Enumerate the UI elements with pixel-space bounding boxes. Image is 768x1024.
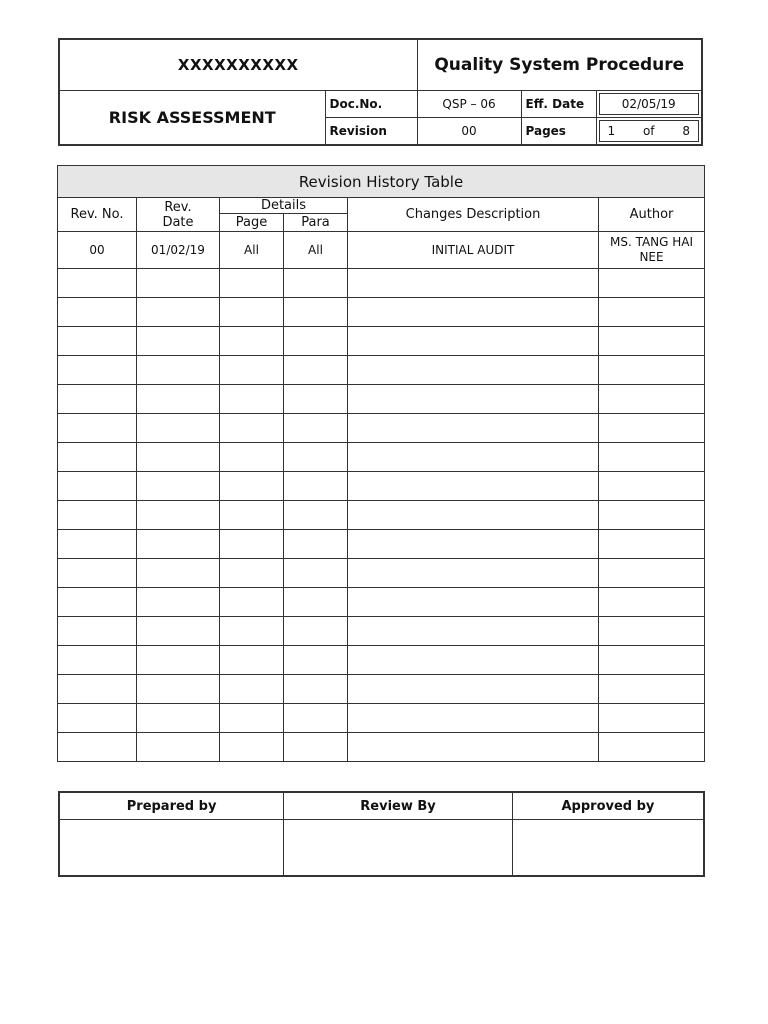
empty-cell[interactable]: [220, 472, 284, 501]
empty-cell[interactable]: [284, 385, 348, 414]
empty-cell[interactable]: [58, 327, 137, 356]
col-author: Author: [599, 198, 705, 232]
empty-cell[interactable]: [137, 675, 220, 704]
empty-cell[interactable]: [599, 472, 705, 501]
empty-cell[interactable]: [58, 356, 137, 385]
empty-cell[interactable]: [284, 588, 348, 617]
empty-cell[interactable]: [599, 559, 705, 588]
revision-table-title: Revision History Table: [58, 166, 705, 198]
empty-cell[interactable]: [137, 646, 220, 675]
pages-of: of: [642, 124, 655, 138]
cell-rev-no: 00: [58, 232, 137, 269]
cell-changes: INITIAL AUDIT: [348, 232, 599, 269]
empty-cell[interactable]: [220, 298, 284, 327]
table-row: [58, 472, 705, 501]
doc-no-label: Doc.No.: [325, 91, 417, 118]
empty-cell[interactable]: [137, 733, 220, 762]
pages-current: 1: [607, 124, 616, 138]
empty-cell[interactable]: [284, 443, 348, 472]
table-row: [58, 675, 705, 704]
table-row: [58, 733, 705, 762]
prepared-by-signature-field[interactable]: [59, 820, 284, 877]
col-details: Details: [220, 198, 348, 214]
empty-cell[interactable]: [220, 501, 284, 530]
document-header: [58, 38, 703, 146]
review-by-label: Review By: [284, 792, 513, 820]
empty-cell[interactable]: [284, 675, 348, 704]
empty-cell[interactable]: [220, 675, 284, 704]
empty-cell[interactable]: [58, 298, 137, 327]
empty-cell[interactable]: [58, 472, 137, 501]
table-row: [58, 269, 705, 298]
empty-cell[interactable]: [599, 646, 705, 675]
empty-cell[interactable]: [348, 530, 599, 559]
empty-cell[interactable]: [220, 269, 284, 298]
empty-cell[interactable]: [58, 675, 137, 704]
empty-cell[interactable]: [58, 414, 137, 443]
empty-cell[interactable]: [599, 298, 705, 327]
empty-cell[interactable]: [348, 733, 599, 762]
document-title: RISK ASSESSMENT: [59, 91, 325, 146]
empty-cell[interactable]: [220, 646, 284, 675]
approved-by-signature-field[interactable]: [512, 820, 704, 877]
table-row: [58, 232, 705, 269]
empty-cell[interactable]: [348, 443, 599, 472]
table-row: [58, 501, 705, 530]
empty-cell[interactable]: [220, 443, 284, 472]
empty-cell[interactable]: [348, 298, 599, 327]
table-row: [58, 617, 705, 646]
empty-cell[interactable]: [137, 269, 220, 298]
table-row: [58, 588, 705, 617]
table-row: [58, 414, 705, 443]
table-row: [58, 704, 705, 733]
empty-cell[interactable]: [58, 385, 137, 414]
system-title: Quality System Procedure: [417, 39, 702, 91]
col-changes: Changes Description: [348, 198, 599, 232]
empty-cell[interactable]: [220, 327, 284, 356]
table-row: [58, 385, 705, 414]
revision-label: Revision: [325, 118, 417, 146]
revision-history-table: [57, 165, 705, 762]
pages-value: [596, 118, 702, 146]
empty-cell[interactable]: [137, 327, 220, 356]
pages-box: [599, 120, 700, 142]
cell-para: All: [284, 232, 348, 269]
empty-cell[interactable]: [284, 704, 348, 733]
cell-rev-date: 01/02/19: [137, 232, 220, 269]
empty-cell[interactable]: [284, 530, 348, 559]
empty-cell[interactable]: [284, 501, 348, 530]
empty-cell[interactable]: [348, 646, 599, 675]
empty-cell[interactable]: [137, 298, 220, 327]
company-name: XXXXXXXXXX: [59, 39, 417, 91]
empty-cell[interactable]: [348, 356, 599, 385]
empty-cell[interactable]: [220, 385, 284, 414]
empty-cell[interactable]: [137, 356, 220, 385]
signature-table: [58, 791, 705, 877]
empty-cell[interactable]: [137, 385, 220, 414]
pages-label: Pages: [521, 118, 596, 146]
empty-cell[interactable]: [137, 559, 220, 588]
empty-cell[interactable]: [348, 675, 599, 704]
empty-cell[interactable]: [284, 559, 348, 588]
cell-page: All: [220, 232, 284, 269]
empty-cell[interactable]: [220, 530, 284, 559]
empty-cell[interactable]: [284, 733, 348, 762]
empty-cell[interactable]: [58, 646, 137, 675]
empty-cell[interactable]: [284, 414, 348, 443]
empty-cell[interactable]: [220, 704, 284, 733]
empty-cell[interactable]: [599, 733, 705, 762]
approved-by-label: Approved by: [512, 792, 704, 820]
empty-cell[interactable]: [137, 530, 220, 559]
empty-cell[interactable]: [599, 617, 705, 646]
empty-cell[interactable]: [220, 617, 284, 646]
empty-cell[interactable]: [284, 327, 348, 356]
empty-cell[interactable]: [599, 675, 705, 704]
col-page: Page: [220, 214, 284, 232]
empty-cell[interactable]: [58, 501, 137, 530]
empty-cell[interactable]: [220, 356, 284, 385]
empty-cell[interactable]: [137, 704, 220, 733]
empty-cell[interactable]: [348, 269, 599, 298]
empty-cell[interactable]: [284, 269, 348, 298]
table-row: [58, 356, 705, 385]
empty-cell[interactable]: [58, 269, 137, 298]
empty-cell[interactable]: [137, 588, 220, 617]
empty-cell[interactable]: [284, 472, 348, 501]
empty-cell[interactable]: [220, 559, 284, 588]
empty-cell[interactable]: [58, 559, 137, 588]
empty-cell[interactable]: [220, 733, 284, 762]
cell-author: MS. TANG HAI NEE: [599, 232, 705, 269]
table-row: [58, 443, 705, 472]
doc-no-value: QSP – 06: [417, 91, 521, 118]
empty-cell[interactable]: [220, 414, 284, 443]
eff-date-value: [596, 91, 702, 118]
empty-cell[interactable]: [599, 530, 705, 559]
revision-value: 00: [417, 118, 521, 146]
review-by-signature-field[interactable]: [284, 820, 513, 877]
eff-date-box: 02/05/19: [599, 93, 700, 115]
empty-cell[interactable]: [599, 385, 705, 414]
empty-cell[interactable]: [58, 733, 137, 762]
empty-cell[interactable]: [348, 501, 599, 530]
col-rev-no: Rev. No.: [58, 198, 137, 232]
prepared-by-label: Prepared by: [59, 792, 284, 820]
empty-cell[interactable]: [284, 646, 348, 675]
empty-cell[interactable]: [599, 501, 705, 530]
eff-date-label: Eff. Date: [521, 91, 596, 118]
empty-cell[interactable]: [58, 704, 137, 733]
empty-cell[interactable]: [284, 298, 348, 327]
empty-cell[interactable]: [599, 356, 705, 385]
empty-cell[interactable]: [599, 588, 705, 617]
col-para: Para: [284, 214, 348, 232]
empty-cell[interactable]: [137, 472, 220, 501]
empty-cell[interactable]: [137, 414, 220, 443]
empty-cell[interactable]: [599, 414, 705, 443]
empty-cell[interactable]: [284, 617, 348, 646]
empty-cell[interactable]: [599, 269, 705, 298]
empty-cell[interactable]: [599, 704, 705, 733]
pages-total: 8: [682, 124, 691, 138]
empty-cell[interactable]: [284, 356, 348, 385]
empty-cell[interactable]: [348, 472, 599, 501]
empty-cell[interactable]: [348, 385, 599, 414]
empty-cell[interactable]: [599, 327, 705, 356]
empty-cell[interactable]: [58, 443, 137, 472]
empty-cell[interactable]: [58, 530, 137, 559]
table-row: [58, 530, 705, 559]
empty-cell[interactable]: [137, 501, 220, 530]
empty-cell[interactable]: [348, 617, 599, 646]
empty-cell[interactable]: [348, 414, 599, 443]
empty-cell[interactable]: [599, 443, 705, 472]
empty-cell[interactable]: [137, 443, 220, 472]
empty-cell[interactable]: [58, 588, 137, 617]
table-row: [58, 559, 705, 588]
empty-cell[interactable]: [348, 588, 599, 617]
empty-cell[interactable]: [348, 704, 599, 733]
empty-cell[interactable]: [348, 559, 599, 588]
col-rev-date: Rev. Date: [137, 198, 220, 232]
empty-cell[interactable]: [137, 617, 220, 646]
empty-cell[interactable]: [58, 617, 137, 646]
table-row: [58, 327, 705, 356]
empty-cell[interactable]: [220, 588, 284, 617]
empty-cell[interactable]: [348, 327, 599, 356]
table-row: [58, 646, 705, 675]
table-row: [58, 298, 705, 327]
